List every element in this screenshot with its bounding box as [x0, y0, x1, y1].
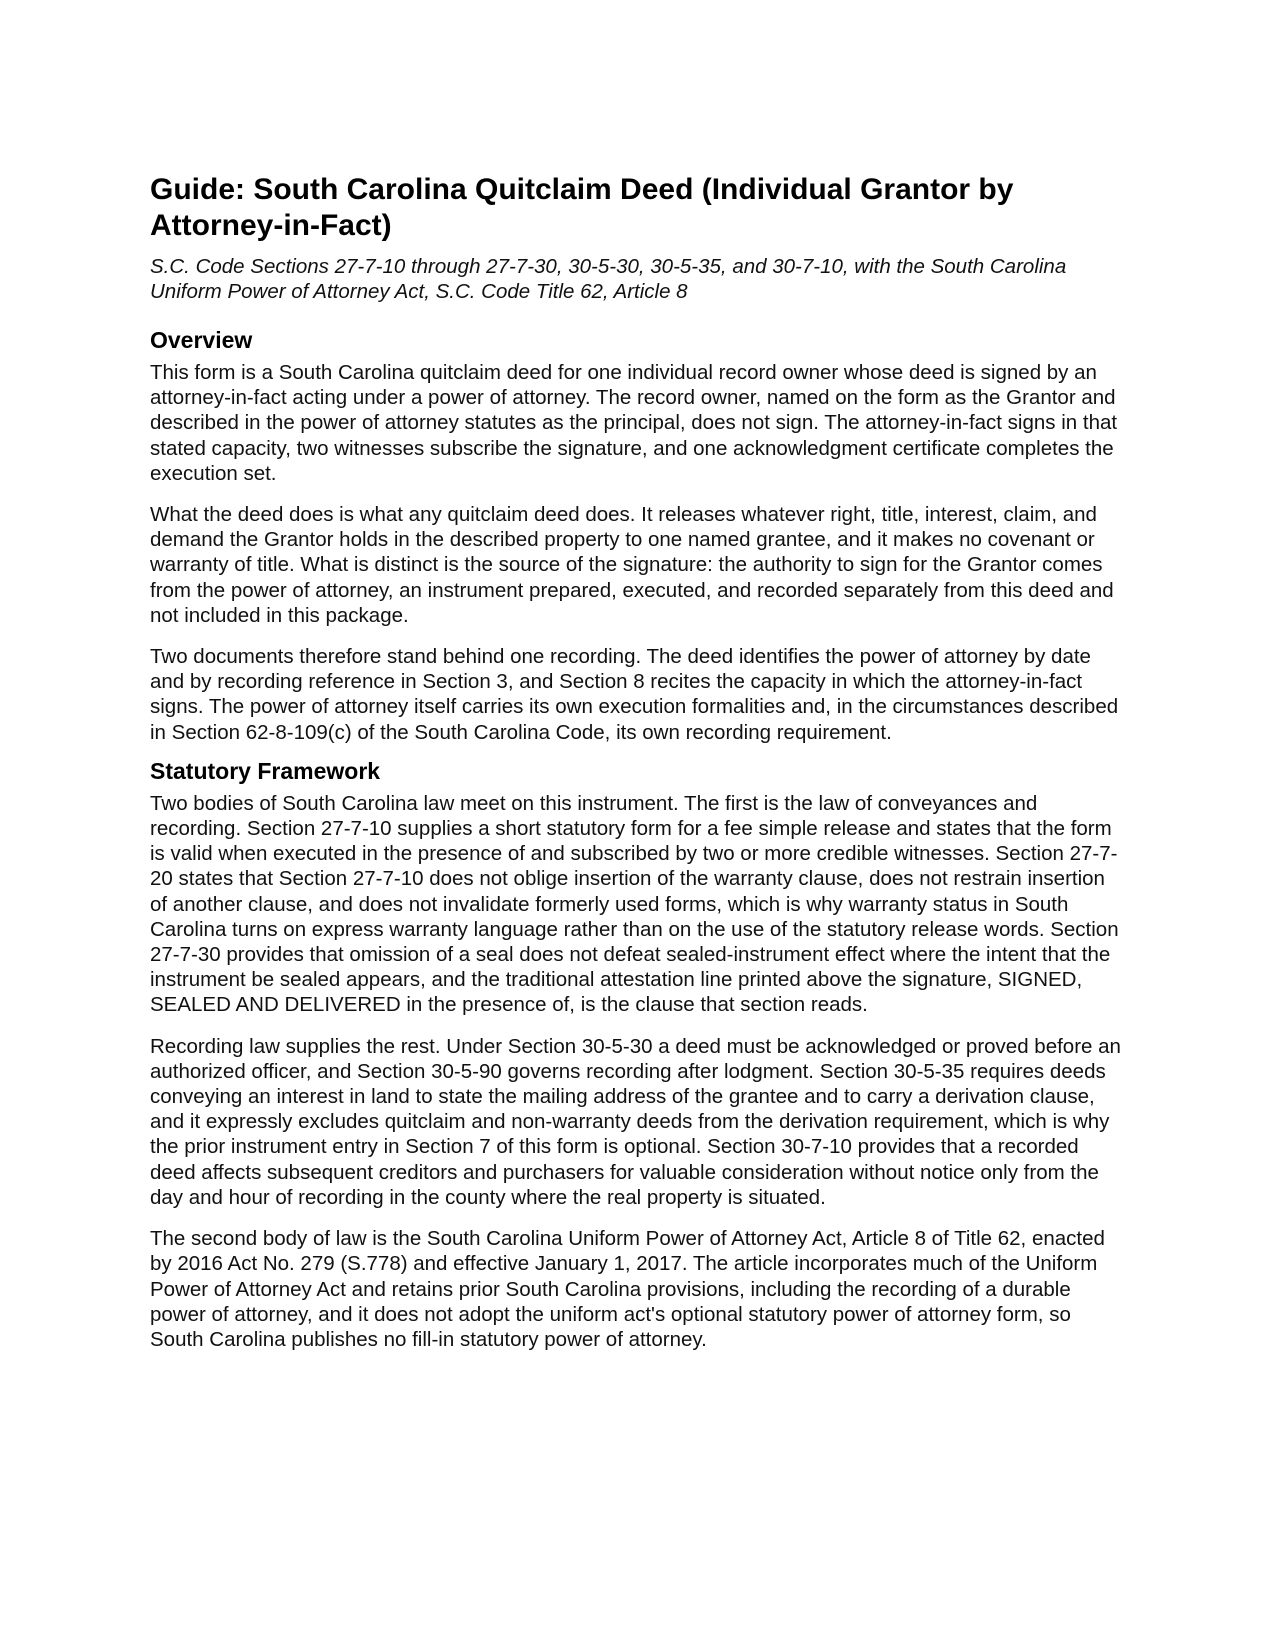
document-title: Guide: South Carolina Quitclaim Deed (Individual Grantor by Attorney-in-Fact)	[150, 173, 1014, 242]
section-heading: Overview	[150, 327, 253, 353]
section-statutory-framework	[150, 757, 1125, 1352]
paragraph: What the deed does is what any quitclaim deed does. It releases whatever right, title, interest, claim, and demand the Grantor holds in the described property to one named grantee, and it makes no covenant or warranty of title. What is distinct is the source of the signature: the authority to sign for the Grantor comes from the power of attorney, an instrument prepared, executed, and recorded separately from this deed and not included in this package.	[150, 503, 1114, 627]
paragraph: Recording law supplies the rest. Under Section 30-5-30 a deed must be acknowledged or proved before an authorized officer, and Section 30-5-90 governs recording after lodgment. Section 30-5-35 requires deeds conveying an interest in land to state the mailing address of the grantee and to carry a derivation clause, and it expressly excludes quitclaim and non-warranty deeds from the derivation requirement, which is why the prior instrument entry in Section 7 of this form is optional. Section 30-7-10 provides that a recorded deed affects subsequent creditors and purchasers for valuable consideration without notice only from the day and hour of recording in the county where the real property is situated.	[150, 1034, 1121, 1209]
paragraph: This form is a South Carolina quitclaim deed for one individual record owner whose deed is signed by an attorney-in-fact acting under a power of attorney. The record owner, named on the form as the Grantor and described in the power of attorney statutes as the principal, does not sign. The attorney-in-fact signs in that stated capacity, two witnesses subscribe the signature, and one acknowledgment certificate completes the execution set.	[150, 361, 1118, 485]
paragraph: The second body of law is the South Carolina Uniform Power of Attorney Act, Article 8 of Title 62, enacted by 2016 Act No. 279 (S.778) and effective January 1, 2017. The article incorporates much of the Uniform Power of Attorney Act and retains prior South Carolina provisions, including the recording of a durable power of attorney, and it does not adopt the uniform act's optional statutory power of attorney form, so South Carolina publishes no fill-in statutory power of attorney.	[150, 1227, 1105, 1351]
paragraph: Two documents therefore stand behind one recording. The deed identifies the power of attorney by date and by recording reference in Section 3, and Section 8 recites the capacity in which the attorney-in-fact signs. The power of attorney itself carries its own execution formalities and, in the circumstances described in Section 62-8-109(c) of the South Carolina Code, its own recording requirement.	[150, 645, 1119, 744]
document-page	[150, 172, 1125, 1352]
document-subtitle: S.C. Code Sections 27-7-10 through 27-7-30, 30-5-30, 30-5-35, and 30-7-10, with the South Carolina Uniform Power of Attorney Act, S.C. Code Title 62, Article 8	[150, 255, 1067, 303]
section-heading: Statutory Framework	[150, 757, 381, 784]
section-overview	[150, 326, 1125, 745]
paragraph: Two bodies of South Carolina law meet on this instrument. The first is the law of conveyances and recording. Section 27-7-10 supplies a short statutory form for a fee simple release and states that the form is valid when executed in the presence of and subscribed by two or more credible witnesses. Section 27-7-20 states that Section 27-7-10 does not oblige insertion of the warranty clause, does not restrain insertion of another clause, and does not invalidate formerly used forms, which is why warranty status in South Carolina turns on express warranty language rather than on the use of the statutory release words. Section 27-7-30 provides that omission of a seal does not defeat sealed-instrument effect where the intent that the instrument be sealed appears, and the traditional attestation line printed above the signature, SIGNED, SEALED AND DELIVERED in the presence of, is the clause that section reads.	[150, 791, 1119, 1017]
